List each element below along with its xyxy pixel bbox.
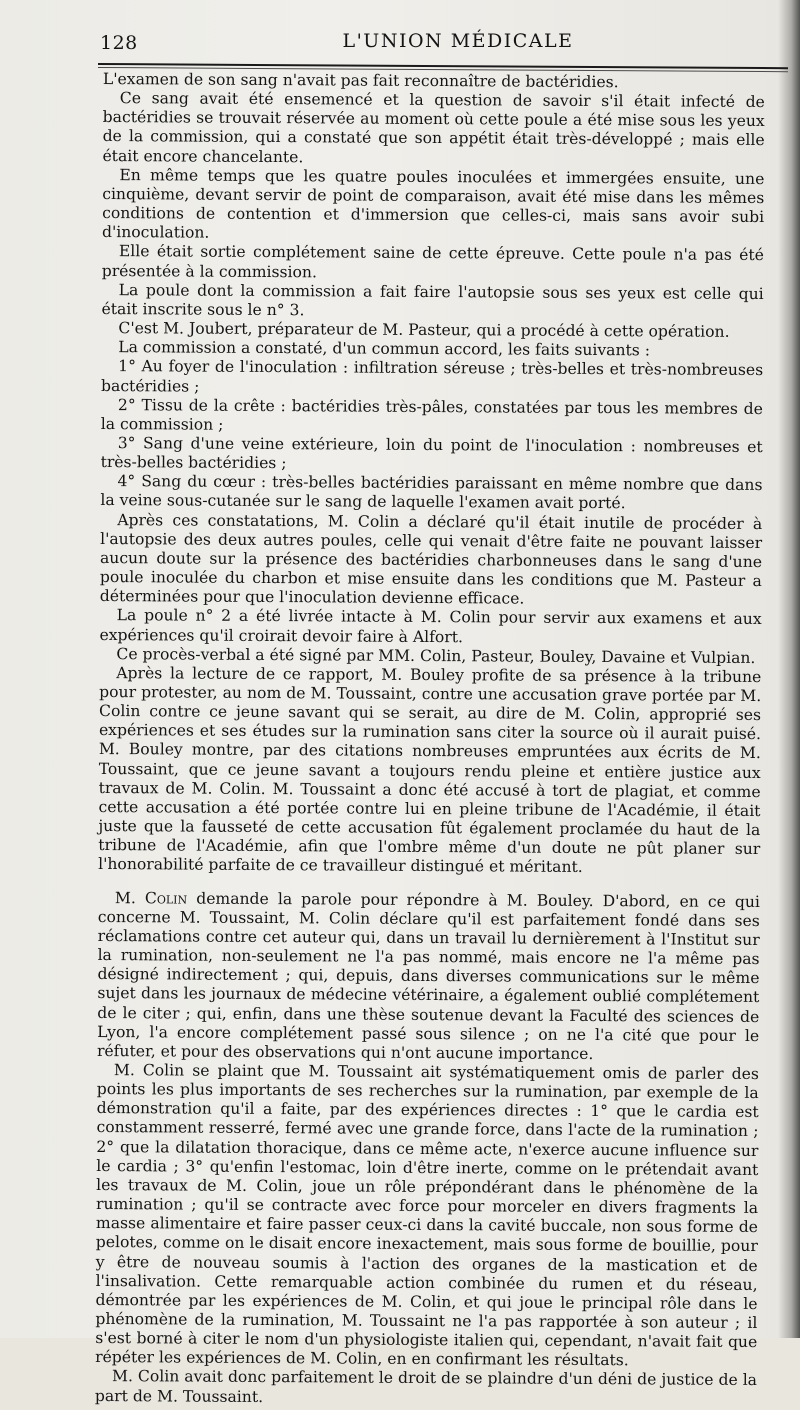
paragraph xyxy=(97,889,760,1065)
paragraph: En même temps que les quatre poules inoculées et immergées ensuite, une cinquième, devant servir de point de comparaison, avait été mise dans les mêmes conditions de contention et d'immersion que celles-ci, mais sans avoir subi d'inoculation. xyxy=(101,165,765,242)
page-edge-shadow xyxy=(778,0,800,1338)
running-title: L'UNION MÉDICALE xyxy=(342,30,574,52)
paragraph: Ce sang avait été ensemencé et la question de savoir s'il était infecté de bactéridies se trouvait réservée au moment où cette poule a été mise sous les yeux de la commission, qui a constaté que son appétit était très-développé ; mais elle était encore chancelante. xyxy=(102,89,765,166)
paragraph: Après la lecture de ce rapport, M. Bouley profite de sa présence à la tribune pour protester, au nom de M. Toussaint, contre une accusation grave portée par M. Colin contre ce jeune savant qui se serait, au dire de M. Colin, approprié ses expériences et ses études sur la rumination sans citer la source où il aurait puisé. M. Bouley montre, par des citations nombreuses empruntées aux écrits de M. Toussaint, que ce jeune savant a toujours rendu pleine et entière justice aux travaux de M. Colin. M. Toussaint a donc été accusé à tort de plagiat, et comme cette accusation a été portée contre lui en pleine tribune de l'Académie, il était juste que la fausseté de cette accusation fût également proclamée du haut de la tribune de l'Académie, afin que l'ombre même d'un doute ne pût planer sur l'honorabilité parfaite de ce travailleur distingué et méritant. xyxy=(98,663,762,877)
page-number: 128 xyxy=(100,32,138,54)
article-body xyxy=(95,70,765,1410)
paragraph: Elle était sortie complétement saine de cette épreuve. Cette poule n'a pas été présentée à la commission. xyxy=(101,242,764,281)
paragraph-text: demande la parole pour répondre à M. Bouley. D'abord, en ce qui concerne M. Toussaint, M. Colin déclare qu'il est parfaitement fondé dans ses réclamations contre cet auteur qui, dans un travail lu dernièrement à l'Institut sur la rumination, non-seulement ne l'a pas nommé, mais encore ne l'a même pas désigné indirectement ; qui, depuis, dans diverses communications sur le même sujet dans les journaux de médecine vétérinaire, a également oublié complétement de le citer ; qui, enfin, dans une thèse soutenue devant la Faculté des sciences de Lyon, l'a encore complétement passé sous silence ; on ne l'a cité que pour le réfuter, et pour des observations qui n'ont aucune importance. xyxy=(96,889,760,1063)
list-item: 1° Au foyer de l'inoculation : infiltration séreuse ; très-belles et très-nombreuses bactéridies ; xyxy=(101,357,764,396)
paragraph: L'examen de son sang n'avait pas fait reconnaître de bactéridies. xyxy=(102,70,619,92)
paragraph: La commission a constaté, d'un commun accord, les faits suivants : xyxy=(118,338,651,360)
paragraph: C'est M. Joubert, préparateur de M. Pasteur, qui a procédé à cette opération. xyxy=(118,319,730,341)
paragraph: La poule dont la commission a fait faire l'autopsie sous ses yeux est celle qui était inscrite sous le n° 3. xyxy=(101,280,764,320)
paragraph: M. Colin se plaint que M. Toussaint ait systématiquement omis de parler des points les plus importants de ses recherches sur la rumination, par exemple de la démonstration qu'il a faite, par des expériences directes : 1° que le cardia est constamment resserré, fermé avec une grande force, dans l'acte de la rumination ; 2° que la dilatation thoracique, dans ce même acte, n'exerce aucune influence sur le cardia ; 3° qu'enfin l'estomac, loin d'être inerte, comme on le prétendait avant les travaux de M. Colin, joue un rôle prépondérant dans le phénomène de la rumination ; qu'il se contracte avec force pour morceler en divers fragments la masse alimentaire et faire passer ceux-ci dans la cavité buccale, non sous forme de pelotes, comme on le disait encore inexactement, mais sous forme de bouillie, pour y être de nouveau soumis à l'action des organes de la mastication et de l'insalivation. Cette remarquable action combinée du rumen et du réseau, démontrée par les expériences de M. Colin, et qui joue le principal rôle dans le phénomène de la rumination, M. Toussaint ne l'a pas rapportée à son auteur ; il s'est borné à citer le nom d'un physiologiste italien qui, cependant, n'avait fait que répéter les expériences de M. Colin, en en confirmant les résultats. xyxy=(95,1061,759,1370)
paragraph: M. Colin avait donc parfaitement le droit de se plaindre d'un déni de justice de la part de M. Toussaint. xyxy=(94,1367,758,1406)
speaker-name: M. Colin xyxy=(114,888,188,908)
paragraph: La poule n° 2 a été livrée intacte à M. Colin pour servir aux examens et aux expériences qu'il croirait devoir faire à Alfort. xyxy=(99,606,762,646)
paragraph: Après ces constatations, M. Colin a déclaré qu'il était inutile de procéder à l'autopsie des deux autres poules, celle qui venait d'être faite ne pouvant laisser aucun doute sur la présence des bactéridies charbonneuses dans le sang d'une poule inoculée du charbon et mise ensuite dans les conditions que M. Pasteur a déterminées pour que l'inoculation devienne efficace. xyxy=(99,510,763,608)
list-item: 2° Tissu de la crête : bactéridies très-pâles, constatées par tous les membres de la commission ; xyxy=(100,395,763,434)
list-item: 4° Sang du cœur : très-belles bactéridies paraissant en même nombre que dans la veine sous-cutanée sur le sang de laquelle l'examen avait porté. xyxy=(100,472,763,513)
paragraph: Ce procès-verbal a été signé par MM. Colin, Pasteur, Bouley, Davaine et Vulpian. xyxy=(116,644,756,667)
page-header xyxy=(98,30,788,60)
list-item: 3° Sang d'une veine extérieure, loin du point de l'inoculation : nombreuses et très-belles bactéridies ; xyxy=(100,434,763,473)
